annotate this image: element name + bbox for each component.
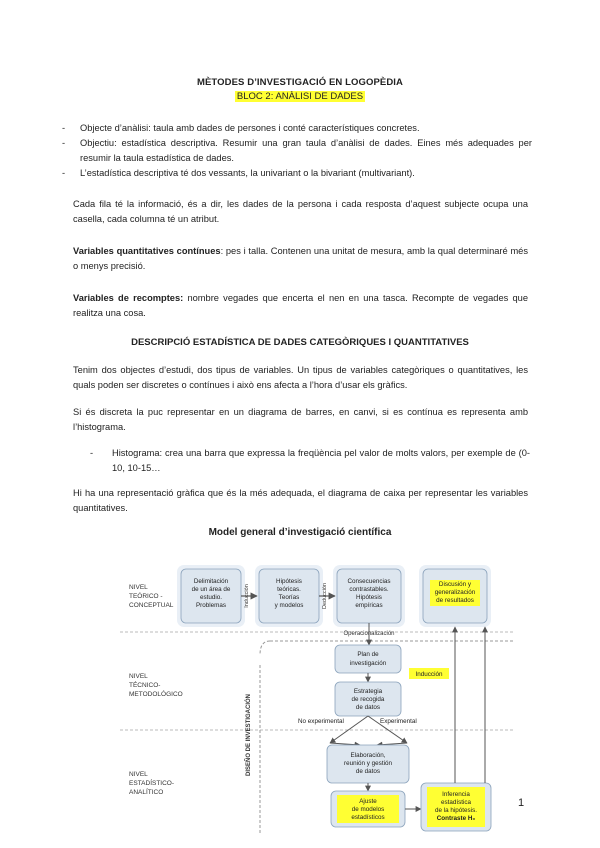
list-item [62, 166, 532, 181]
box-line: Estrategia [353, 688, 383, 695]
level-label-methodological [129, 673, 183, 698]
box-line: Elaboración, [350, 752, 386, 759]
box-line: estadística [440, 799, 472, 806]
box-line: de la hipótesis. [434, 807, 478, 814]
document-title: MÈTODES D’INVESTIGACIÓ EN LOGOPÈDIA [196, 77, 403, 88]
paragraph-count-variables [73, 291, 528, 321]
box-line: Discusión y [438, 581, 472, 588]
bullet-dash: - [90, 448, 94, 458]
bullet-dash: - [62, 168, 66, 178]
figure-title: Model general d’investigació científica [208, 527, 392, 538]
list-item [90, 446, 530, 476]
box-line: de resultados [436, 597, 474, 604]
bullet-text: Histograma: crea una barra que expressa la freqüència pel valor de molts valors, per exemple de (0-10, 10-15… [112, 448, 530, 473]
bullet-text: L’estadística descriptiva té dos vessants, la univariant o la bivariant (multivariant). [80, 168, 415, 178]
bullet-list [62, 121, 532, 181]
paragraph-rows: Cada fila té la informació, és a dir, les dades de la persona i cada resposta d’aquest subjecte ocupa una casella, cada columna té un atribut. [73, 199, 528, 224]
level-label-statistical [129, 771, 174, 796]
box-line: reunión y gestión [344, 760, 392, 767]
subtitle-highlight: BLOC 2: ANÀLISI DE DADES [236, 91, 364, 102]
paragraph-boxplot: Hi ha una representació gràfica que és la més adequada, el diagrama de caixa per representar les variables quantitatives. [73, 488, 528, 513]
level-line: METODOLÓGICO [129, 691, 183, 698]
box-line: de modelos [351, 806, 385, 813]
box-line: Contraste H₀ [436, 815, 476, 822]
box-line: Plan de [357, 651, 379, 658]
box-line: contrastables. [349, 586, 389, 593]
term-continuous: Variables quantitatives contínues [73, 246, 221, 256]
level-label-theoretical [129, 584, 174, 609]
box-line: Consecuencias [347, 578, 391, 585]
list-item [62, 136, 532, 166]
branch-label: Experimental [380, 718, 417, 725]
page-number: 1 [518, 797, 525, 809]
design-label: DISEÑO DE INVESTIGACIÓN [246, 693, 252, 777]
level-line: NIVEL [129, 771, 148, 778]
box-line: Hipótesis [276, 578, 302, 585]
box-line: Hipótesis [356, 594, 382, 601]
box-line: Ajuste [359, 798, 377, 805]
level-line: ESTADÍSTICO- [129, 780, 175, 787]
term-count: Variables de recomptes: [73, 293, 184, 303]
arrow-label: Operacionalización [343, 631, 395, 637]
bullet-text: Objectiu: estadística descriptiva. Resumir una gran taula d’anàlisi de dades. Eines més adequades per resumir la taula estadística de dades. [80, 138, 532, 163]
box-line: generalización [434, 589, 476, 596]
level-line: CONCEPTUAL [129, 602, 174, 609]
section-heading: DESCRIPCIÓ ESTADÍSTICA DE DADES CATEGÒRIQUES I QUANTITATIVES [131, 337, 469, 348]
box-line: Inferencia [442, 791, 470, 798]
bullet-dash: - [62, 138, 66, 148]
list-item [62, 121, 532, 136]
box-line: estadísticos [351, 814, 385, 821]
design-bracket-corner [260, 641, 270, 655]
box-line: empíricas [355, 602, 383, 609]
bullet-dash: - [62, 123, 66, 133]
box-line: estudio. [199, 594, 223, 601]
box-line: teóricas. [277, 586, 301, 593]
research-model-diagram [115, 545, 520, 835]
document-subtitle [0, 91, 600, 102]
paragraph-discrete: Si és discreta la puc representar en un diagrama de barres, en canvi, si es contínua es representa amb l’histograma. [73, 407, 528, 432]
box-line: Teorías [278, 594, 300, 601]
box-line: de un área de [191, 586, 231, 593]
definition-continuous: : pes i talla. Contenen una unitat de mesura, amb la qual determinaré més o menys precisió. [73, 246, 529, 271]
box-line: investigación [349, 660, 387, 667]
box-plan [335, 645, 401, 673]
arrow-label: Deducción [322, 583, 328, 609]
branch-label: No experimental [298, 718, 344, 725]
level-line: NIVEL [129, 673, 148, 680]
bullet-text: Objecte d’anàlisi: taula amb dades de persones i conté característiques concretes. [80, 123, 420, 133]
arrow-label: Inducción [244, 584, 250, 608]
box-line: de recogida [351, 696, 385, 703]
box-line: y modelos [274, 602, 304, 609]
box-line: Delimitación [193, 578, 229, 585]
level-line: TEÓRICO - [129, 593, 163, 600]
level-line: ANALÍTICO [129, 789, 164, 796]
arrow-label: Inducción [415, 671, 443, 678]
box-line: de datos [355, 768, 381, 775]
definition-count: nombre vegades que encerta el nen en una tasca. Recompte de vegades que realitza una cosa. [73, 293, 528, 318]
level-line: TÉCNICO- [129, 682, 161, 689]
paragraph-continuous-variables [73, 244, 528, 274]
sub-bullet-list [90, 446, 530, 476]
box-line: de datos [355, 704, 381, 711]
level-line: NIVEL [129, 584, 148, 591]
box-line: Problemas [195, 602, 227, 609]
paragraph-objects: Tenim dos objectes d’estudi, dos tipus de variables. Un tipus de variables categòriques o quantitatives, les quals poden ser discretes o contínues i això ens afecta a l’hora d’usar els gràfics. [73, 365, 528, 390]
